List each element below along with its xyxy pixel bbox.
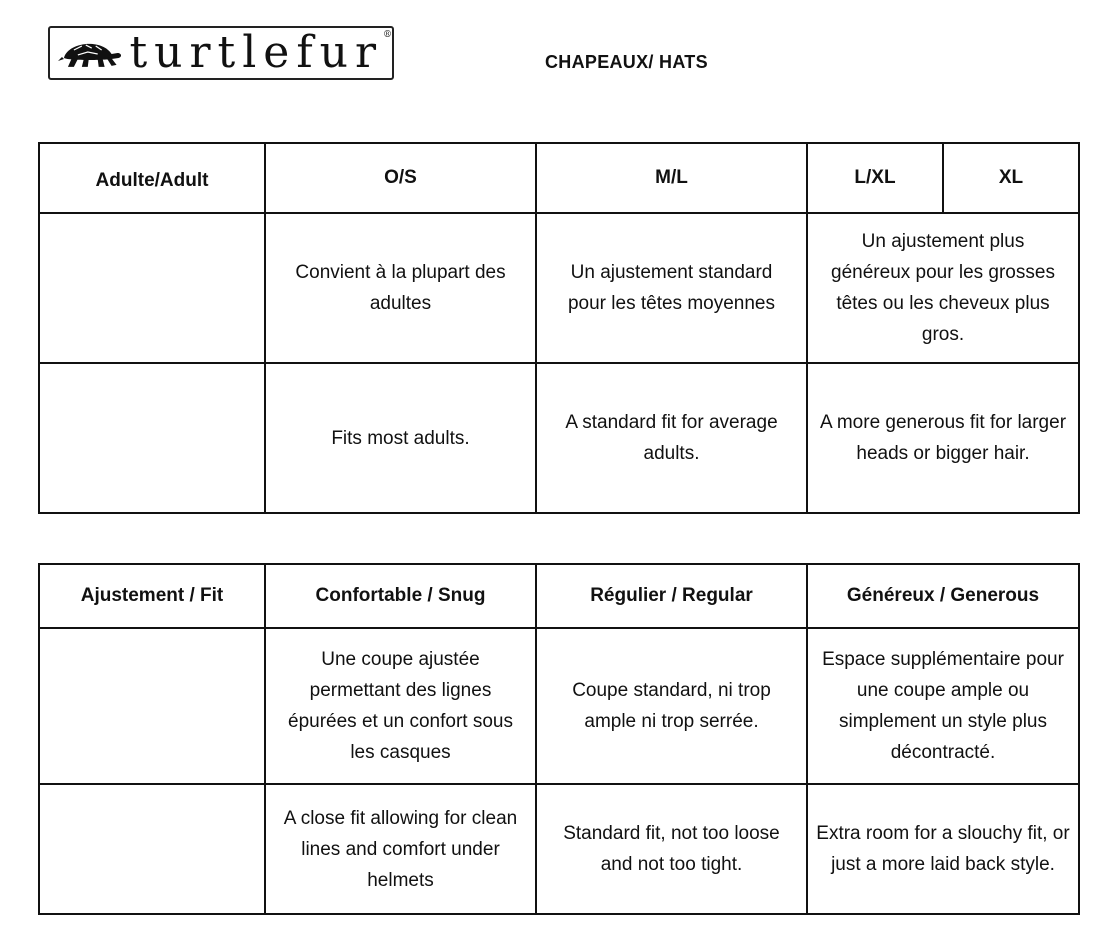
header-xl: XL [943, 143, 1079, 213]
header-generous: Généreux / Generous [807, 564, 1079, 628]
sizes-table [38, 142, 1080, 514]
cell-generous-fr: Espace supplémentaire pour une coupe ample ou simplement un style plus décontracté. [807, 628, 1079, 784]
table-row [39, 213, 1079, 363]
turtle-icon [58, 36, 123, 70]
table-row [39, 628, 1079, 784]
cell-snug-en: A close fit allowing for clean lines and comfort under helmets [265, 784, 536, 914]
header-fit: Ajustement / Fit [39, 564, 265, 628]
header-os: O/S [265, 143, 536, 213]
cell-ml-en: A standard fit for average adults. [536, 363, 807, 513]
header-lxl: L/XL [807, 143, 943, 213]
header-snug: Confortable / Snug [265, 564, 536, 628]
row-label [39, 628, 265, 784]
table-row [39, 363, 1079, 513]
fit-table [38, 563, 1080, 915]
row-label [39, 213, 265, 363]
cell-lxl-xl-en: A more generous fit for larger heads or bigger hair. [807, 363, 1079, 513]
brand-logo [48, 26, 394, 80]
cell-regular-en: Standard fit, not too loose and not too tight. [536, 784, 807, 914]
cell-os-en: Fits most adults. [265, 363, 536, 513]
cell-lxl-xl-fr: Un ajustement plus généreux pour les grosses têtes ou les cheveux plus gros. [807, 213, 1079, 363]
row-label [39, 784, 265, 914]
table-header-row [39, 564, 1079, 628]
cell-ml-fr: Un ajustement standard pour les têtes moyennes [536, 213, 807, 363]
header-ml: M/L [536, 143, 807, 213]
table-header-row [39, 143, 1079, 213]
brand-wordmark: turtlefur® [129, 27, 392, 78]
cell-snug-fr: Une coupe ajustée permettant des lignes épurées et un confort sous les casques [265, 628, 536, 784]
page-title: CHAPEAUX/ HATS [545, 52, 708, 72]
header-regular: Régulier / Regular [536, 564, 807, 628]
cell-generous-en: Extra room for a slouchy fit, or just a more laid back style. [807, 784, 1079, 914]
table-row [39, 784, 1079, 914]
cell-os-fr: Convient à la plupart des adultes [265, 213, 536, 363]
header-adult: Adulte/Adult [39, 143, 265, 213]
row-label [39, 363, 265, 513]
cell-regular-fr: Coupe standard, ni trop ample ni trop serrée. [536, 628, 807, 784]
